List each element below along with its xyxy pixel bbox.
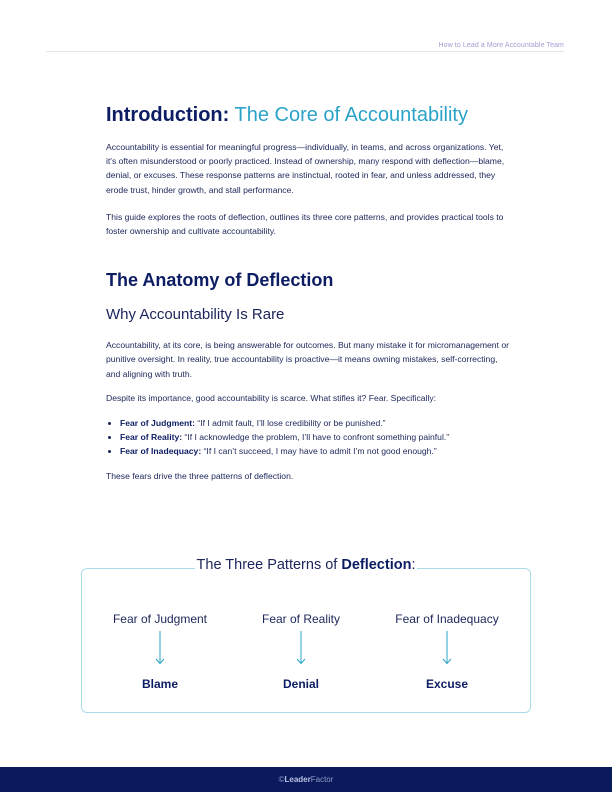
diagram-column-reality bbox=[231, 611, 371, 692]
running-header-title: How to Lead a More Accountable Team bbox=[438, 42, 564, 49]
diagram-pattern-label: Denial bbox=[282, 677, 319, 691]
intro-paragraph: This guide explores the roots of deflection, outlines its three core patterns, and provides practical tools to foster ownership and cultivate accountability. bbox=[106, 211, 504, 237]
intro-paragraph: Accountability is essential for meaningful progress—individually, in teams, and across organizations. Yet, it's often misunderstood or poorly practiced. Instead of ownership, many respond with deflection—blame, denial, or excuses. These response patterns are instinctual, rooted in fear, and unless addressed, they erode trust, hinder growth, and stall performance. bbox=[106, 142, 505, 195]
diagram-pattern-label: Excuse bbox=[425, 677, 469, 691]
anatomy-closing: These fears drive the three patterns of deflection. bbox=[106, 471, 294, 482]
arrow-down-icon bbox=[154, 631, 166, 665]
anatomy-paragraph: Accountability, at its core, is being answerable for outcomes. But many mistake it for micromanagement or punitive oversight. In reality, true accountability is proactive—it means owning mistakes, self-correcting, and aligning with truth. bbox=[106, 340, 509, 379]
diagram-title-suffix: : bbox=[411, 557, 416, 573]
fears-list bbox=[106, 416, 510, 458]
footer bbox=[0, 767, 612, 792]
fears-list-item bbox=[120, 430, 510, 444]
diagram-title bbox=[81, 555, 531, 575]
fears-list-item bbox=[120, 444, 510, 458]
anatomy-paragraph: Despite its importance, good accountability is scarce. What stifles it? Fear. Specifically: bbox=[106, 392, 437, 403]
main-content bbox=[106, 102, 510, 483]
footer-brand-bold: Leader bbox=[284, 775, 311, 784]
fear-quote: “If I acknowledge the problem, I’ll have to confront something painful.” bbox=[182, 432, 450, 443]
fear-label: Fear of Inadequacy: bbox=[120, 446, 202, 457]
footer-copyright: © bbox=[278, 775, 285, 784]
diagram-title-bold: Deflection bbox=[341, 557, 412, 573]
anatomy-heading: The Anatomy of Deflection bbox=[106, 270, 334, 291]
fear-quote: “If I admit fault, I’ll lose credibility or be punished.” bbox=[194, 418, 386, 429]
intro-heading bbox=[106, 102, 510, 128]
intro-heading-accent: The Core of Accountability bbox=[229, 104, 468, 126]
fear-label: Fear of Judgment: bbox=[120, 418, 195, 429]
arrow-down-icon bbox=[295, 631, 307, 665]
diagram-title-prefix: The Three Patterns of bbox=[196, 557, 342, 573]
fears-list-item bbox=[120, 416, 510, 430]
running-header bbox=[46, 40, 564, 52]
diagram-fear-label: Fear of Reality bbox=[261, 612, 341, 626]
diagram-column-judgment bbox=[90, 611, 230, 692]
diagram-title-text bbox=[195, 557, 418, 573]
intro-heading-bold: Introduction: bbox=[106, 104, 230, 126]
fear-label: Fear of Reality: bbox=[120, 432, 183, 443]
diagram-column-inadequacy bbox=[377, 611, 517, 692]
fear-quote: “If I can’t succeed, I may have to admit I’m not good enough.” bbox=[201, 446, 437, 457]
diagram-fear-label: Fear of Judgment bbox=[112, 612, 208, 626]
arrow-down-icon bbox=[441, 631, 453, 665]
anatomy-subheading: Why Accountability Is Rare bbox=[106, 306, 285, 324]
diagram-fear-label: Fear of Inadequacy bbox=[395, 612, 499, 626]
diagram-pattern-label: Blame bbox=[141, 677, 179, 691]
deflection-diagram bbox=[81, 568, 531, 713]
footer-brand-light: Factor bbox=[310, 775, 334, 784]
